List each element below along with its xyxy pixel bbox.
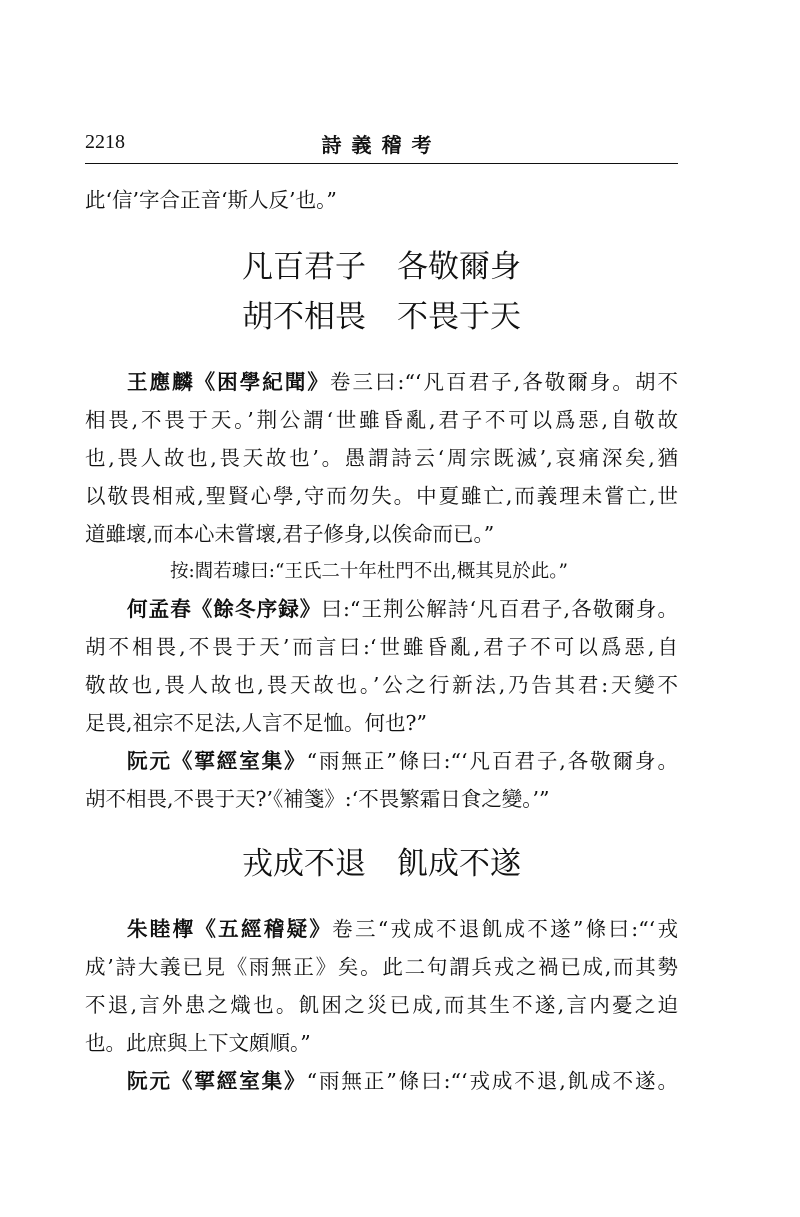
text-line: 道雖壞,而本心未嘗壞,君子修身,以俟命而已。”: [85, 522, 495, 546]
text-run: 曰:“王荆公解詩‘凡百君子,各敬爾身。: [321, 597, 678, 621]
text-line: 胡不相畏,不畏于天’而言曰:‘世雖昏亂,君子不可以爲惡,自: [85, 635, 678, 659]
source-citation: 阮元《揅經室集》: [127, 749, 307, 773]
text-run: “雨無正”條曰:“‘凡百君子,各敬爾身。: [306, 749, 678, 773]
section-heading: 胡不相畏 不畏于天: [242, 299, 521, 335]
text-line: [127, 910, 678, 948]
text-line: 足畏,祖宗不足法,人言不足恤。何也?”: [85, 711, 428, 735]
text-line: [127, 363, 678, 401]
text-line: [127, 1062, 678, 1100]
source-citation: 阮元《揅經室集》: [127, 1069, 307, 1093]
text-run: 卷三曰:“‘凡百君子,各敬爾身。胡不: [329, 370, 678, 394]
text-line: 胡不相畏,不畏于天?’《補箋》:‘不畏繁霜日食之變。’”: [85, 787, 550, 811]
source-citation: 王應麟《困學紀聞》: [127, 370, 330, 394]
text-line: 相畏,不畏于天。’荆公謂‘世雖昏亂,君子不可以爲惡,自敬故: [85, 408, 678, 432]
text-line: 成’詩大義已見《雨無正》矣。此二句謂兵戎之禍已成,而其勢: [85, 955, 678, 979]
text-line: 以敬畏相戒,聖賢心學,守而勿失。中夏雖亡,而義理未嘗亡,世: [85, 484, 678, 508]
text-line: 敬故也,畏人故也,畏天故也。’公之行新法,乃告其君:天變不: [85, 673, 678, 697]
text-line: 也,畏人故也,畏天故也’。愚謂詩云‘周宗既滅’,哀痛深矣,猶: [85, 446, 678, 470]
page-header: [85, 127, 678, 164]
text-line: 此‘信’字合正音‘斯人反’也。”: [85, 188, 337, 212]
text-run: “雨無正”條曰:“‘戎成不退,飢成不遂。: [306, 1069, 678, 1093]
editor-note: 按:閻若璩曰:“王氏二十年杜門不出,概其見於此。”: [170, 561, 569, 582]
section-heading: 戎成不退 飢成不遂: [242, 846, 521, 882]
source-citation: 朱睦㮮《五經稽疑》: [127, 917, 333, 941]
text-line: 不退,言外患之熾也。飢困之災已成,而其生不遂,言内憂之迫: [85, 993, 678, 1017]
text-line: [127, 742, 678, 780]
page-number: 2218: [85, 131, 125, 153]
text-line: [127, 590, 678, 628]
text-run: 卷三“戎成不退飢成不遂”條曰:“‘戎: [332, 917, 678, 941]
running-title: 詩義稽考: [321, 133, 442, 157]
text-line: 也。此庶與上下文頗順。”: [85, 1031, 311, 1055]
section-heading: 凡百君子 各敬爾身: [242, 249, 521, 285]
source-citation: 何孟春《餘冬序録》: [127, 597, 322, 621]
